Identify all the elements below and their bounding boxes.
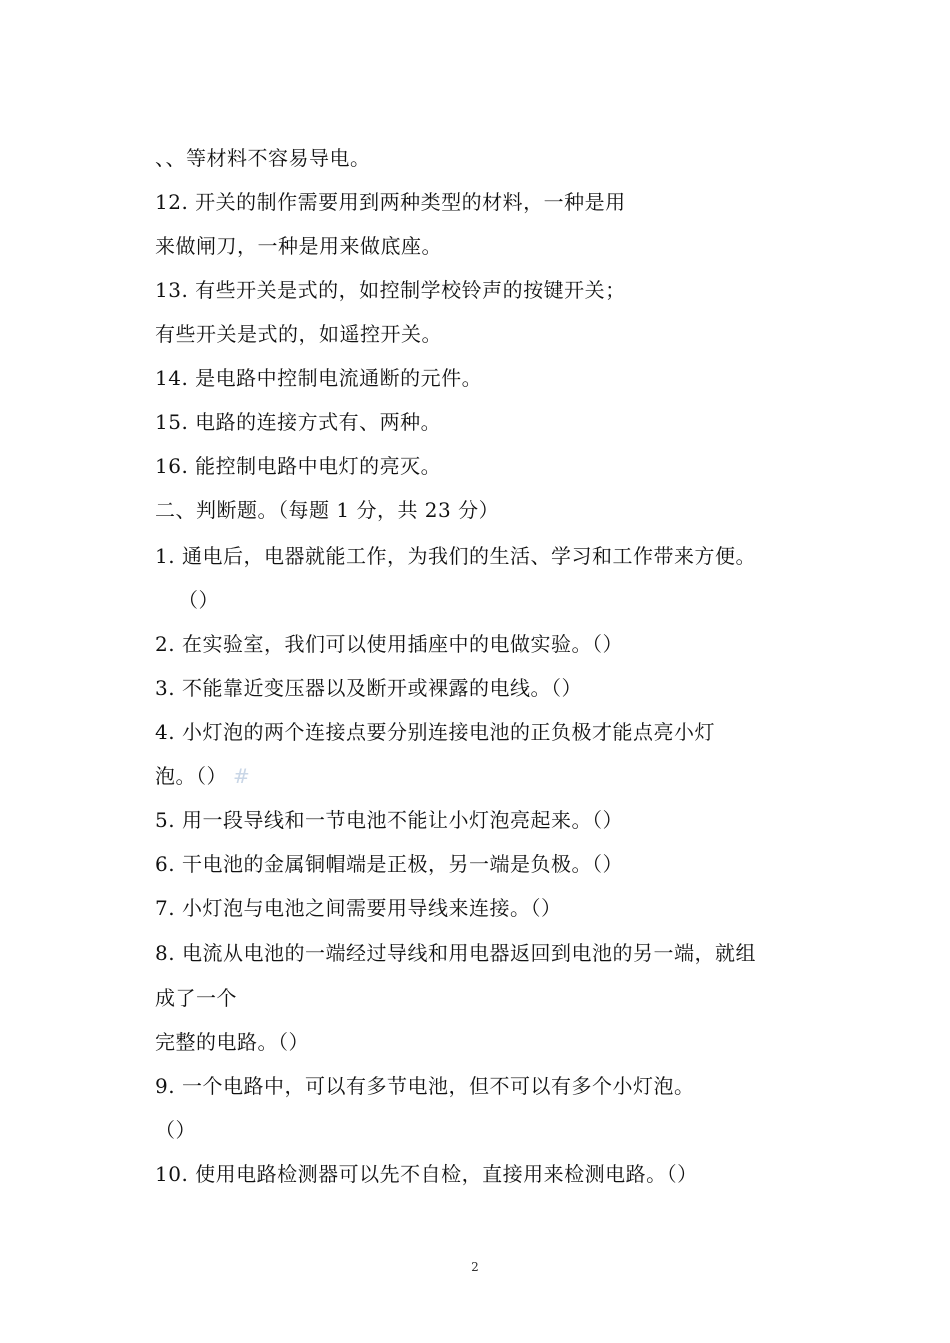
- text-line: 12. 开关的制作需要用到两种类型的材料，一种是用: [155, 190, 626, 214]
- text-line: 4. 小灯泡的两个连接点要分别连接电池的正负极才能点亮小灯: [155, 720, 715, 744]
- text-line: 14. 是电路中控制电流通断的元件。: [155, 366, 483, 390]
- text-line: 5. 用一段导线和一节电池不能让小灯泡亮起来。（）: [155, 808, 623, 832]
- text-line: 泡。（）: [155, 764, 227, 788]
- text-line: 15. 电路的连接方式有、两种。: [155, 410, 442, 434]
- text-line: 9. 一个电路中，可以有多节电池，但不可以有多个小灯泡。: [155, 1074, 695, 1098]
- text-line: 3. 不能靠近变压器以及断开或裸露的电线。（）: [155, 676, 582, 700]
- text-line: 16. 能控制电路中电灯的亮灭。: [155, 454, 442, 478]
- text-line: （）: [155, 1118, 196, 1142]
- text-line: 成了一个: [155, 986, 237, 1010]
- text-line: 6. 干电池的金属铜帽端是正极，另一端是负极。（）: [155, 852, 623, 876]
- text-line: 来做闸刀，一种是用来做底座。: [155, 234, 442, 258]
- page-number: 2: [471, 1260, 479, 1274]
- text-line: 7. 小灯泡与电池之间需要用导线来连接。（）: [155, 896, 562, 920]
- text-line: 1. 通电后，电器就能工作，为我们的生活、学习和工作带来方便。: [155, 544, 756, 568]
- text-line: 完整的电路。（）: [155, 1030, 309, 1054]
- text-line: 2. 在实验室，我们可以使用插座中的电做实验。（）: [155, 632, 623, 656]
- text-line-with-mark: [155, 763, 250, 789]
- hash-mark: #: [233, 764, 251, 788]
- text-line: 13. 有些开关是式的，如控制学校铃声的按键开关；: [155, 278, 626, 302]
- text-line: 、、等材料不容易导电。: [155, 146, 371, 170]
- text-line: 有些开关是式的，如遥控开关。: [155, 322, 442, 346]
- section-heading: 二、判断题。（每题 1 分，共 23 分）: [155, 498, 500, 522]
- text-line: 10. 使用电路检测器可以先不自检，直接用来检测电路。（）: [155, 1162, 698, 1186]
- text-line: 8. 电流从电池的一端经过导线和用电器返回到电池的另一端，就组: [155, 941, 756, 965]
- text-line: （）: [178, 588, 219, 612]
